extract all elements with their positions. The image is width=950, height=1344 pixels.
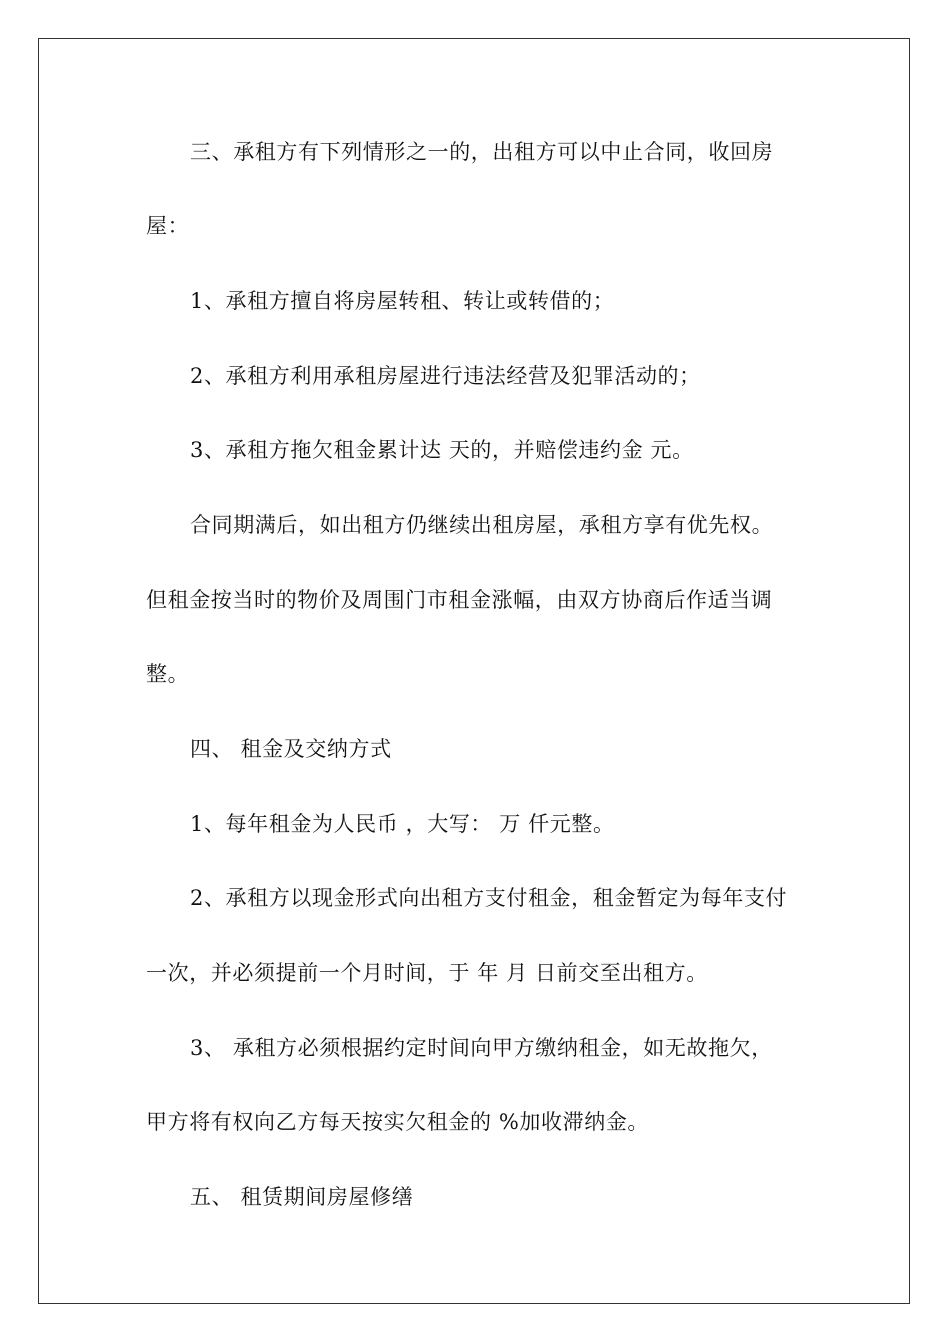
clause-three-intro: 三、承租方有下列情形之一的，出租方可以中止合同，收回房 (190, 140, 774, 164)
renewal-paragraph: 合同期满后，如出租方仍继续出租房屋，承租方享有优先权。 (190, 513, 774, 537)
section-four-heading: 四、 租金及交纳方式 (190, 737, 392, 761)
clause-three-item-2: 2、承租方利用承租房屋进行违法经营及犯罪活动的； (190, 364, 701, 388)
renewal-paragraph-end: 整。 (146, 662, 190, 686)
section-four-item-1: 1、每年租金为人民币 ，大写： 万 仟元整。 (190, 812, 615, 836)
section-five-heading: 五、 租赁期间房屋修缮 (190, 1185, 414, 1209)
clause-three-item-3: 3、承租方拖欠租金累计达 天的，并赔偿违约金 元。 (190, 438, 694, 462)
section-four-item-2: 2、承租方以现金形式向出租方支付租金，租金暂定为每年支付 (190, 886, 788, 910)
clause-three-intro-continued: 屋： (146, 214, 190, 238)
clause-three-item-1: 1、承租方擅自将房屋转租、转让或转借的； (190, 289, 615, 313)
renewal-paragraph-continued: 但租金按当时的物价及周围门市租金涨幅，由双方协商后作适当调 (146, 588, 773, 612)
section-four-item-3-continued: 甲方将有权向乙方每天按实欠租金的 %加收滞纳金。 (146, 1110, 650, 1134)
section-four-item-2-continued: 一次，并必须提前一个月时间，于 年 月 日前交至出租方。 (146, 961, 708, 985)
section-four-item-3: 3、 承租方必须根据约定时间向甲方缴纳租金，如无故拖欠， (190, 1036, 773, 1060)
